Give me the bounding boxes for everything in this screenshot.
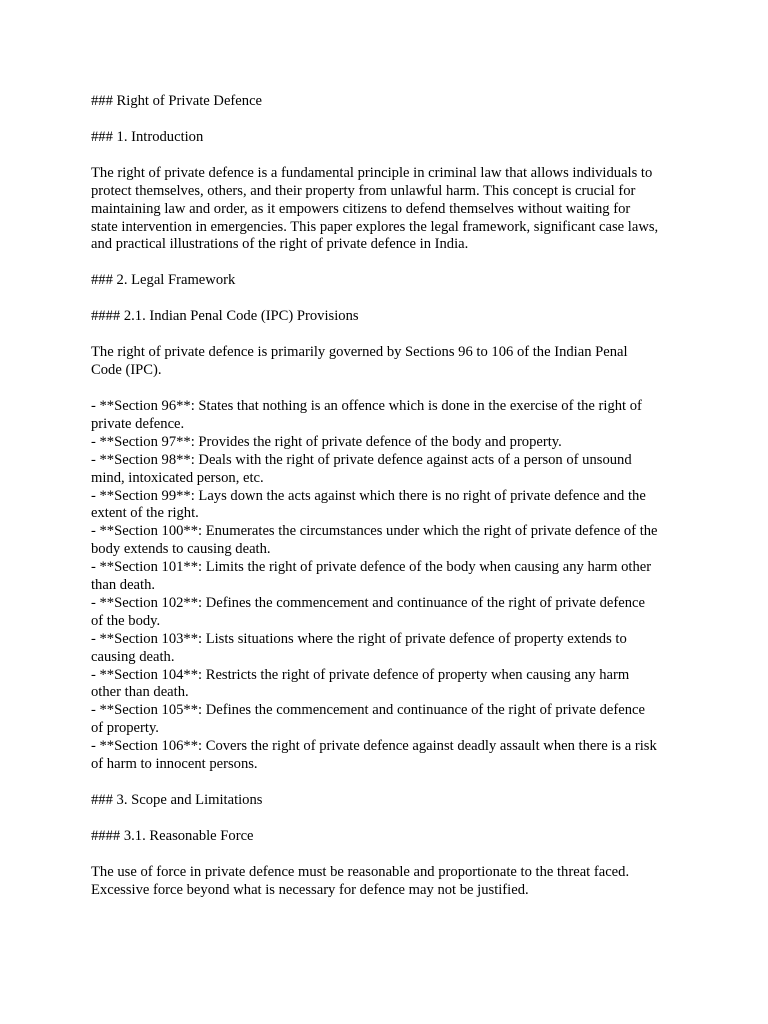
- section-heading-legal-framework: [91, 272, 691, 290]
- list-item-line: - **Section 106**: Covers the right of private defence against deadly assault when there is a risk: [91, 738, 657, 755]
- introduction-heading-text: ### 1. Introduction: [91, 128, 204, 145]
- document-title-text: ### Right of Private Defence: [91, 93, 263, 109]
- legal-framework-heading-text: ### 2. Legal Framework: [91, 272, 236, 289]
- paragraph-line: and practical illustrations of the right of private defence in India.: [91, 236, 469, 253]
- list-item-line: - **Section 98**: Deals with the right of private defence against acts of a person of unsound: [91, 451, 632, 468]
- list-item-line: - **Section 100**: Enumerates the circumstances under which the right of private defence of the: [91, 523, 658, 540]
- list-item-section-106: [91, 738, 691, 774]
- list-item-line: - **Section 101**: Limits the right of private defence of the body when causing any harm other: [91, 559, 652, 576]
- list-item-line: causing death.: [91, 648, 175, 665]
- list-item-line: than death.: [91, 577, 156, 594]
- list-item-section-100: [91, 523, 691, 559]
- list-item-line: - **Section 96**: States that nothing is an offence which is done in the exercise of the right of: [91, 397, 642, 414]
- list-item-line: - **Section 102**: Defines the commencement and continuance of the right of private defence: [91, 594, 645, 611]
- list-item-section-101: [91, 559, 691, 595]
- paragraph-line: The right of private defence is primarily governed by Sections 96 to 106 of the Indian Penal: [91, 344, 628, 361]
- list-item-section-105: [91, 702, 691, 738]
- paragraph-line: The use of force in private defence must be reasonable and proportionate to the threat faced.: [91, 863, 630, 880]
- document-title: [91, 93, 691, 111]
- section-heading-introduction: [91, 129, 691, 147]
- ipc-heading-text: #### 2.1. Indian Penal Code (IPC) Provisions: [91, 308, 359, 325]
- reasonable-force-paragraph: [91, 864, 691, 900]
- introduction-paragraph: [91, 165, 691, 255]
- paragraph-line: Excessive force beyond what is necessary for defence may not be justified.: [91, 881, 529, 898]
- list-item-line: of the body.: [91, 612, 161, 629]
- ipc-sections-list: [91, 398, 691, 774]
- list-item-line: of harm to innocent persons.: [91, 756, 258, 773]
- list-item-line: other than death.: [91, 684, 189, 701]
- subsection-heading-reasonable-force: [91, 828, 691, 846]
- list-item-line: - **Section 97**: Provides the right of private defence of the body and property.: [91, 433, 562, 450]
- list-item-line: extent of the right.: [91, 505, 199, 522]
- list-item-section-99: [91, 488, 691, 524]
- reasonable-force-heading-text: #### 3.1. Reasonable Force: [91, 827, 254, 844]
- list-item-line: mind, intoxicated person, etc.: [91, 469, 264, 486]
- list-item-section-98: [91, 452, 691, 488]
- list-item-section-102: [91, 595, 691, 631]
- list-item-line: - **Section 99**: Lays down the acts against which there is no right of private defence and the: [91, 487, 646, 504]
- ipc-intro-paragraph: [91, 344, 691, 380]
- list-item-section-97: [91, 434, 691, 452]
- list-item-section-104: [91, 667, 691, 703]
- list-item-line: - **Section 105**: Defines the commencement and continuance of the right of private defence: [91, 702, 645, 719]
- list-item-line: private defence.: [91, 415, 185, 432]
- scope-heading-text: ### 3. Scope and Limitations: [91, 792, 263, 808]
- section-heading-scope-limitations: [91, 792, 691, 810]
- document-page: [91, 93, 691, 918]
- list-item-section-103: [91, 631, 691, 667]
- paragraph-line: state intervention in emergencies. This paper explores the legal framework, significant case laws,: [91, 218, 659, 235]
- list-item-line: - **Section 104**: Restricts the right of private defence of property when causing any harm: [91, 666, 630, 683]
- list-item-line: of property.: [91, 720, 159, 737]
- paragraph-line: Code (IPC).: [91, 362, 162, 379]
- list-item-line: - **Section 103**: Lists situations where the right of private defence of property extends to: [91, 630, 627, 647]
- list-item-section-96: [91, 398, 691, 434]
- paragraph-line: The right of private defence is a fundamental principle in criminal law that allows individuals to: [91, 164, 653, 181]
- subsection-heading-ipc-provisions: [91, 308, 691, 326]
- paragraph-line: maintaining law and order, as it empowers citizens to defend themselves without waiting for: [91, 200, 631, 217]
- paragraph-line: protect themselves, others, and their property from unlawful harm. This concept is crucial for: [91, 182, 636, 199]
- list-item-line: body extends to causing death.: [91, 541, 271, 558]
